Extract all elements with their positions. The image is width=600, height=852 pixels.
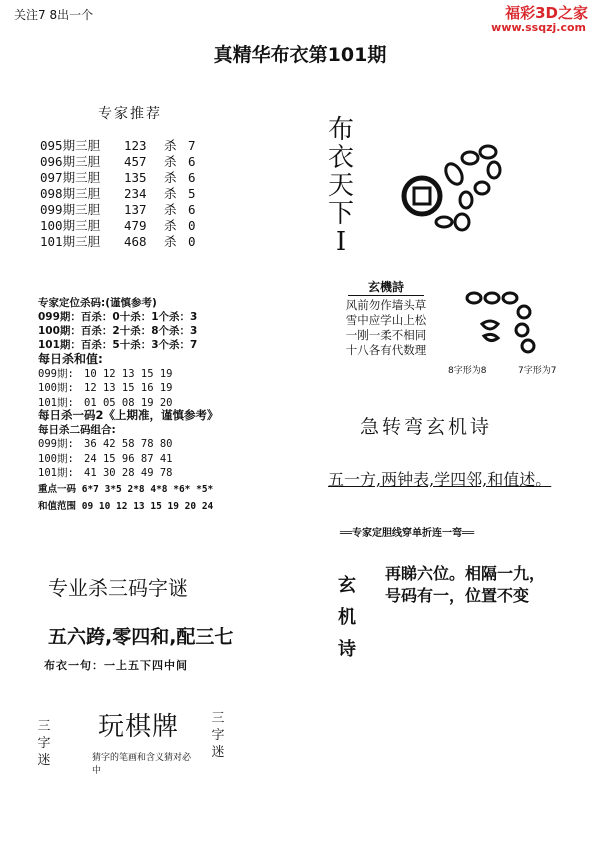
recommend-list <box>40 138 196 250</box>
poem-line: 一刚一柔不相同 <box>345 328 427 342</box>
page-title: 真精华布衣第101期 <box>213 44 387 66</box>
brand-logo-text[interactable]: 福彩3D之家 <box>505 4 588 22</box>
xuanji-poem-title: 玄機詩 <box>348 278 424 296</box>
daily-kill-subheading: 每日杀二码组合: <box>38 423 116 436</box>
daily-sum-row: 099期: 10 12 13 15 19 <box>38 367 173 380</box>
three-char-riddle-right: 三字迷 <box>211 711 225 760</box>
recommend-row: 097期三胆 135 杀 6 <box>40 170 196 185</box>
recommend-row: 098期三胆 234 杀 5 <box>40 186 196 201</box>
expert-recommend-heading: 专家推荐 <box>98 106 162 122</box>
brand-url[interactable]: www.ssqzj.com <box>491 21 586 34</box>
recommend-row: 095期三胆 123 杀 7 <box>40 138 196 153</box>
xuanji-vertical: 玄机诗 <box>338 575 356 660</box>
position-kill-block <box>38 296 197 352</box>
kill3-riddle-heading: 专业杀三码字谜 <box>48 576 188 600</box>
top-note: 关注7 8出一个 <box>14 8 94 22</box>
poem-line: 十八各有代数理 <box>345 343 427 357</box>
kill3-riddle: 五六跨,零四和,配三七 <box>48 626 234 648</box>
daily-sum-row: 100期: 12 13 15 16 19 <box>38 382 173 394</box>
recommend-row: 100期三胆 479 杀 0 <box>40 218 196 233</box>
digit-shape-art <box>462 290 562 360</box>
poem-line: 雪中应学山上松 <box>345 313 427 327</box>
daily-sum-row: 101期: 01 05 08 19 20 <box>38 396 173 409</box>
daily-kill-row: 099期: 36 42 58 78 80 <box>38 438 173 450</box>
xuanji-line: 再睇六位。相隔一九， <box>385 564 546 583</box>
three-char-riddle-left: 三字迷 <box>37 719 51 768</box>
xuanji-poem-box <box>330 278 442 358</box>
daily-kill-heading: 每日杀一码2《上期准，谨慎参考》 <box>38 408 219 422</box>
sum-range-line: 和值范围 09 10 12 13 15 19 20 24 <box>38 501 214 512</box>
position-kill-row: 100期：百杀：2十杀：8个杀：3 <box>38 325 198 337</box>
position-kill-heading: 专家定位杀码:(谨慎参考) <box>38 297 157 309</box>
daily-sum-block <box>38 352 173 410</box>
poem-line: 风前勿作墙头草 <box>345 298 427 312</box>
xuanji-poem-lines <box>330 298 442 358</box>
xuanji-text <box>385 563 545 607</box>
expert-dan-line: ══ 专家定胆线穿单折连一弯 ══ <box>340 524 474 539</box>
jizhuan-poem: 五一方,两钟表,学四邻,和值述。 <box>328 470 552 489</box>
wanqipai-hint: 猜字的笔画和含义猜对必中 <box>92 753 192 776</box>
position-kill-row: 099期：百杀：0十杀：1个杀：3 <box>38 311 198 323</box>
shape-note-8: 8字形为8 <box>448 366 487 376</box>
wanqipai-riddle: 玩棋牌 <box>98 712 180 742</box>
daily-kill-row: 101期: 41 30 28 49 78 <box>38 467 173 479</box>
daily-sum-heading: 每日杀和值: <box>38 352 103 366</box>
buyi-one-line: 布衣一句：一上五下四中间 <box>44 659 188 672</box>
recommend-row: 099期三胆 137 杀 6 <box>40 202 196 217</box>
shape-note-7: 7字形为7 <box>518 366 557 376</box>
coin-chain-art <box>396 140 506 250</box>
position-kill-row: 101期：百杀：5十杀：3个杀：7 <box>38 339 198 351</box>
recommend-row: 101期三胆 468 杀 0 <box>40 234 196 249</box>
key-code-line: 重点一码 6*7 3*5 2*8 4*8 *6* *5* <box>38 483 214 495</box>
recommend-row: 096期三胆 457 杀 6 <box>40 154 196 169</box>
xuanji-line: 号码有一，位置不变 <box>385 586 530 605</box>
daily-kill-block <box>38 408 219 515</box>
jizhuan-heading: 急转弯玄机诗 <box>360 416 493 438</box>
buyi-tianxia-vertical: 布衣天下I <box>327 115 354 257</box>
daily-kill-row: 100期: 24 15 96 87 41 <box>38 452 173 465</box>
